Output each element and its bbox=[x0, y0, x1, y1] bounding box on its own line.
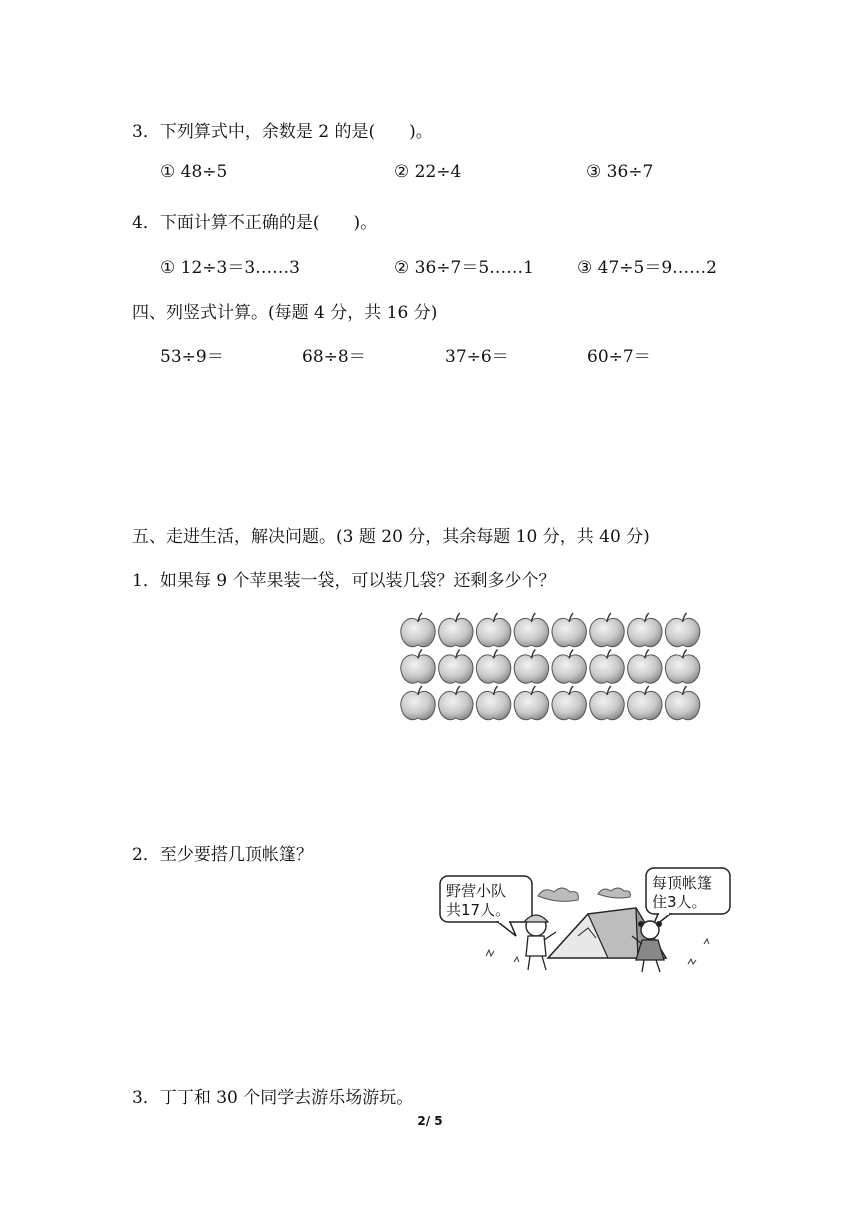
bubble-right-line-1: 每顶帐篷 bbox=[652, 874, 713, 892]
problem-3: 3．丁丁和 30 个同学去游乐场游玩。 bbox=[132, 1088, 414, 1108]
cloud-icon bbox=[538, 888, 578, 901]
q4-option-3: ③ 47÷5＝9……2 bbox=[577, 258, 717, 278]
apple-icon bbox=[439, 613, 473, 647]
q3-option-2: ② 22÷4 bbox=[394, 162, 462, 182]
apple-icon bbox=[590, 613, 624, 647]
apple-icon bbox=[439, 650, 473, 684]
apple-icon bbox=[514, 613, 548, 647]
bubble-left-line-1: 野营小队 bbox=[446, 882, 507, 900]
apple-icon bbox=[552, 650, 586, 684]
apple-icon bbox=[552, 686, 586, 720]
calc-item-1: 53÷9＝ bbox=[160, 347, 224, 367]
apple-icon bbox=[590, 650, 624, 684]
apple-icon bbox=[552, 613, 586, 647]
bubble-left-line-2: 共17人。 bbox=[446, 901, 511, 919]
apple-icon bbox=[401, 613, 435, 647]
calc-item-4: 60÷7＝ bbox=[587, 347, 651, 367]
apple-icon bbox=[628, 686, 662, 720]
page-number: 2/ 5 bbox=[417, 1114, 443, 1128]
apples-illustration bbox=[399, 612, 709, 724]
section-5-title: 五、走进生活，解决问题。(3 题 20 分，其余每题 10 分，共 40 分) bbox=[132, 527, 650, 547]
question-4: 4．下面计算不正确的是( )。 bbox=[132, 213, 378, 233]
apple-icon bbox=[628, 613, 662, 647]
cloud-icon bbox=[598, 888, 630, 898]
apple-icon bbox=[476, 613, 510, 647]
section-4-title: 四、列竖式计算。(每题 4 分，共 16 分) bbox=[132, 303, 438, 323]
apple-icon bbox=[401, 650, 435, 684]
q3-option-1: ① 48÷5 bbox=[160, 162, 228, 182]
apple-icon bbox=[514, 650, 548, 684]
apple-icon bbox=[476, 686, 510, 720]
speech-bubble-left bbox=[440, 876, 532, 936]
q4-option-2: ② 36÷7＝5……1 bbox=[394, 258, 534, 278]
apple-icon bbox=[514, 686, 548, 720]
calc-item-3: 37÷6＝ bbox=[445, 347, 509, 367]
problem-1: 1．如果每 9 个苹果装一袋，可以装几袋？还剩多少个？ bbox=[132, 571, 556, 591]
camping-illustration bbox=[438, 866, 738, 976]
q3-option-3: ③ 36÷7 bbox=[586, 162, 654, 182]
problem-2: 2．至少要搭几顶帐篷？ bbox=[132, 845, 313, 865]
calc-item-2: 68÷8＝ bbox=[302, 347, 366, 367]
bubble-right-line-2: 住3人。 bbox=[652, 893, 707, 911]
apple-icon bbox=[665, 613, 699, 647]
apple-icon bbox=[439, 686, 473, 720]
apple-icon bbox=[401, 686, 435, 720]
boy-figure bbox=[524, 915, 556, 970]
speech-bubble-right bbox=[646, 868, 730, 928]
q4-option-1: ① 12÷3＝3……3 bbox=[160, 258, 300, 278]
apple-icon bbox=[665, 686, 699, 720]
apple-icon bbox=[590, 686, 624, 720]
apple-icon bbox=[476, 650, 510, 684]
apple-icon bbox=[628, 650, 662, 684]
question-3: 3．下列算式中，余数是 2 的是( )。 bbox=[132, 122, 433, 142]
apple-icon bbox=[665, 650, 699, 684]
